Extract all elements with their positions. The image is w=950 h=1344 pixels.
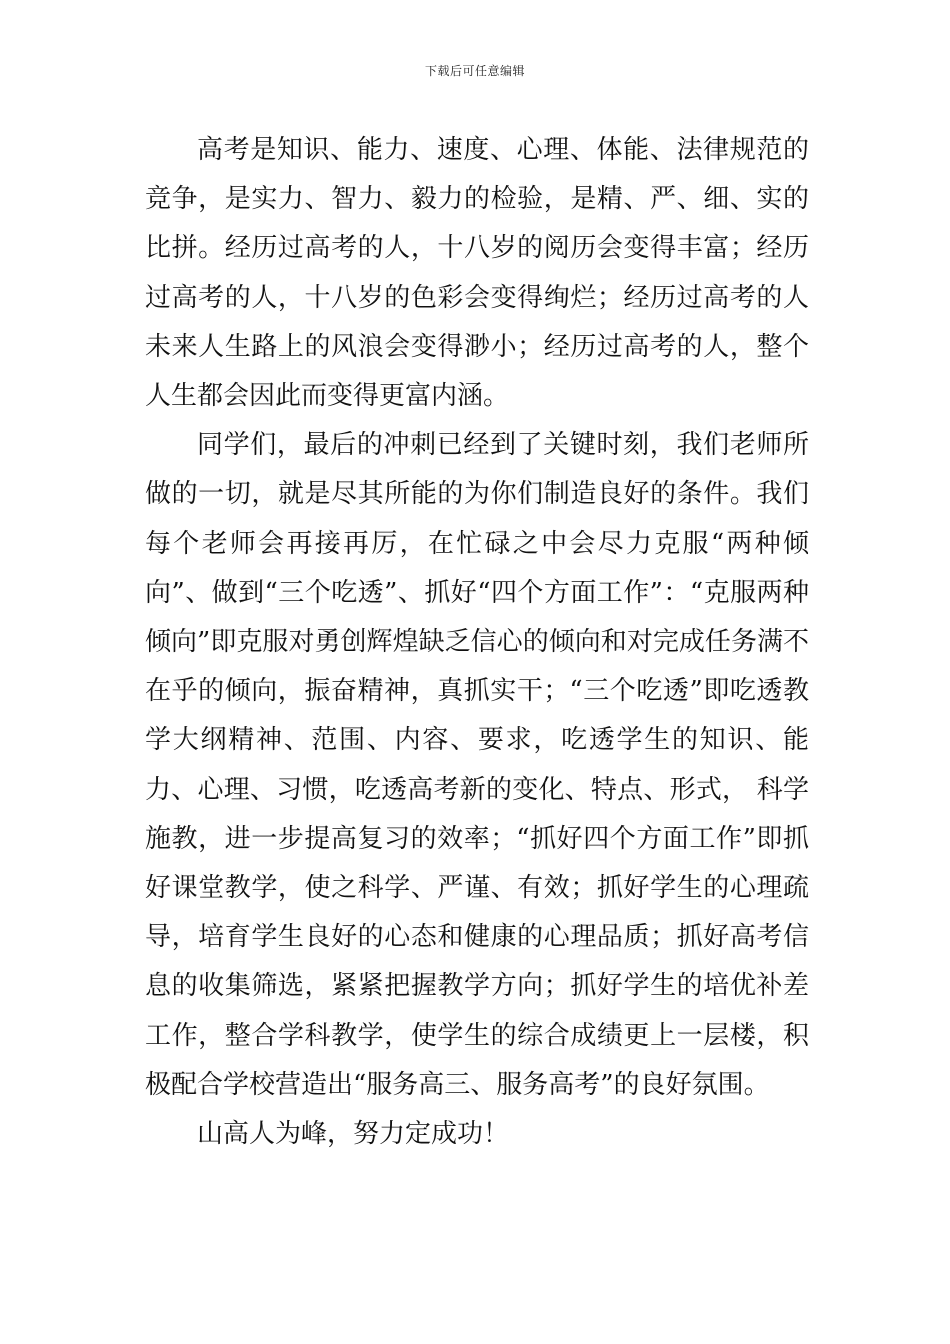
header-note: 下载后可任意编辑 [424, 64, 525, 78]
paragraph-2: 同学们，最后的冲刺已经到了关键时刻，我们老师所做的一切，就是尽其所能的为你们制造良好的条件。我们每个老师会再接再厉，在忙碌之中会尽力克服“两种倾向”、做到“三个吃透”、抓好“四个方面工作”：“克服两种倾向”即克服对勇创辉煌缺乏信心的倾向和对完成任务满不在乎的倾向，振奋精神，真抓实干；“三个吃透”即吃透教学大纲精神、范围、内容、要求，吃透学生的知识、能力、心理、习惯，吃透高考新的变化、特点、形式， 科学施教，进一步提高复习的效率；“抓好四个方面工作”即抓好课堂教学，使之科学、严谨、有效；抓好学生的心理疏导，培育学生良好的心态和健康的心理品质；抓好高考信息的收集筛选，紧紧把握教学方向；抓好学生的培优补差工作，整合学科教学，使学生的综合成绩更上一层楼，积极配合学校营造出“服务高三、服务高考”的良好氛围。 [145, 430, 809, 1100]
paragraph-3: 山高人为峰，努力定成功！ [197, 1119, 510, 1150]
paragraph-1: 高考是知识、能力、速度、心理、体能、法律规范的竞争，是实力、智力、毅力的检验，是精、严、细、实的比拼。经历过高考的人，十八岁的阅历会变得丰富；经历过高考的人，十八岁的色彩会变得绚烂；经历过高考的人未来人生路上的风浪会变得渺小；经历过高考的人，整个人生都会因此而变得更富内涵。 [145, 135, 809, 412]
document-body [145, 126, 809, 1159]
